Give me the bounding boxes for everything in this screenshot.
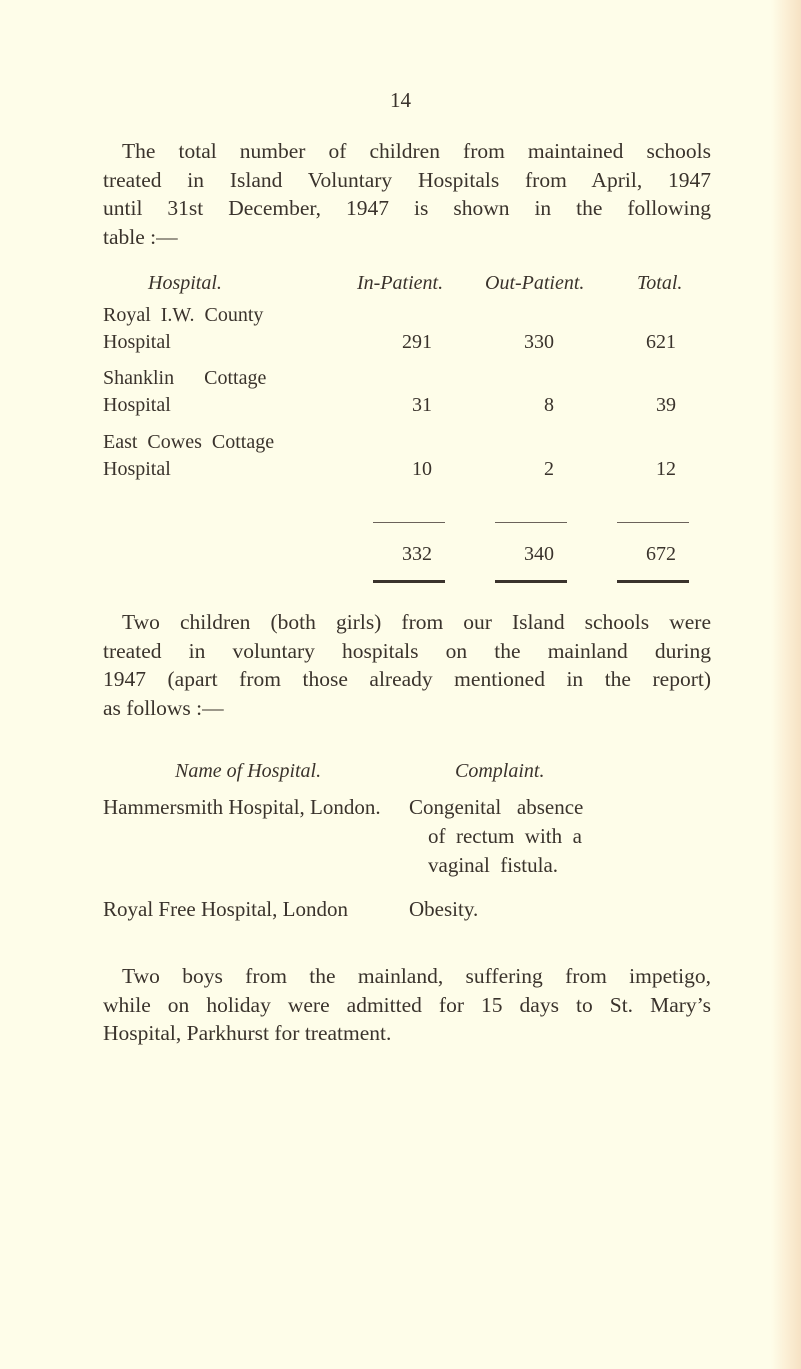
total-value: 12 [656,458,676,480]
mainland-paragraph [103,608,711,723]
out-patient-value: 2 [544,458,554,480]
header-in-patient: In-Patient. [357,272,444,294]
header-out-patient: Out-Patient. [485,272,585,294]
complaint-line: Congenital absence [409,795,584,819]
subtotal-rule [373,522,445,523]
hospital-name-line2: Hospital [103,458,171,480]
complaint-line: vaginal fistula. [428,853,559,877]
hospital-name-line1: East Cowes Cottage [103,431,275,453]
hospital-name: Hammersmith Hospital, London. [103,795,381,819]
hospital-name-line1: Shanklin Cottage [103,367,267,389]
hospital-name: Royal Free Hospital, London [103,897,348,921]
impetigo-paragraph [103,962,711,1048]
out-patient-total: 340 [524,543,554,565]
paragraph-line: until 31st December, 1947 is shown in the following [103,196,711,221]
out-patient-value: 8 [544,394,554,416]
intro-paragraph [103,137,711,252]
subtotal-rule [495,522,567,523]
header-total: Total. [637,272,683,294]
complaint-line: of rectum with a [428,824,582,848]
in-patient-value: 31 [412,394,432,416]
hospital-name-line2: Hospital [103,331,171,353]
paragraph-line: The total number of children from maintained schools [122,139,711,163]
paragraph-line: 1947 (apart from those already mentioned in the report) [103,667,711,692]
subtotal-rule [617,522,689,523]
paragraph-line: Two children (both girls) from our Island schools were [122,610,711,634]
page-binding-shadow [771,0,801,1369]
paragraph-line: while on holiday were admitted for 15 days to St. Mary’s [103,992,711,1017]
total-double-rule [373,580,445,583]
total-double-rule [617,580,689,583]
paragraph-line: treated in voluntary hospitals on the mainland during [103,638,711,663]
page-number: 14 [390,88,411,112]
paragraph-line: as follows :— [103,696,224,721]
paragraph-line: Two boys from the mainland, suffering from impetigo, [122,964,711,988]
total-double-rule [495,580,567,583]
complaint-line: Obesity. [409,897,479,921]
hospital-name-line1: Royal I.W. County [103,304,264,326]
in-patient-value: 291 [402,331,432,353]
paragraph-line: treated in Island Voluntary Hospitals from April, 1947 [103,167,711,192]
total-value: 39 [656,394,676,416]
hospital-name-line2: Hospital [103,394,171,416]
in-patient-value: 10 [412,458,432,480]
header-complaint: Complaint. [455,760,545,782]
paragraph-line: table :— [103,225,178,250]
out-patient-value: 330 [524,331,554,353]
grand-total: 672 [646,543,676,565]
header-hospital: Hospital. [148,272,222,294]
in-patient-total: 332 [402,543,432,565]
paragraph-line: Hospital, Parkhurst for treatment. [103,1021,392,1046]
header-name-of-hospital: Name of Hospital. [175,760,322,782]
total-value: 621 [646,331,676,353]
